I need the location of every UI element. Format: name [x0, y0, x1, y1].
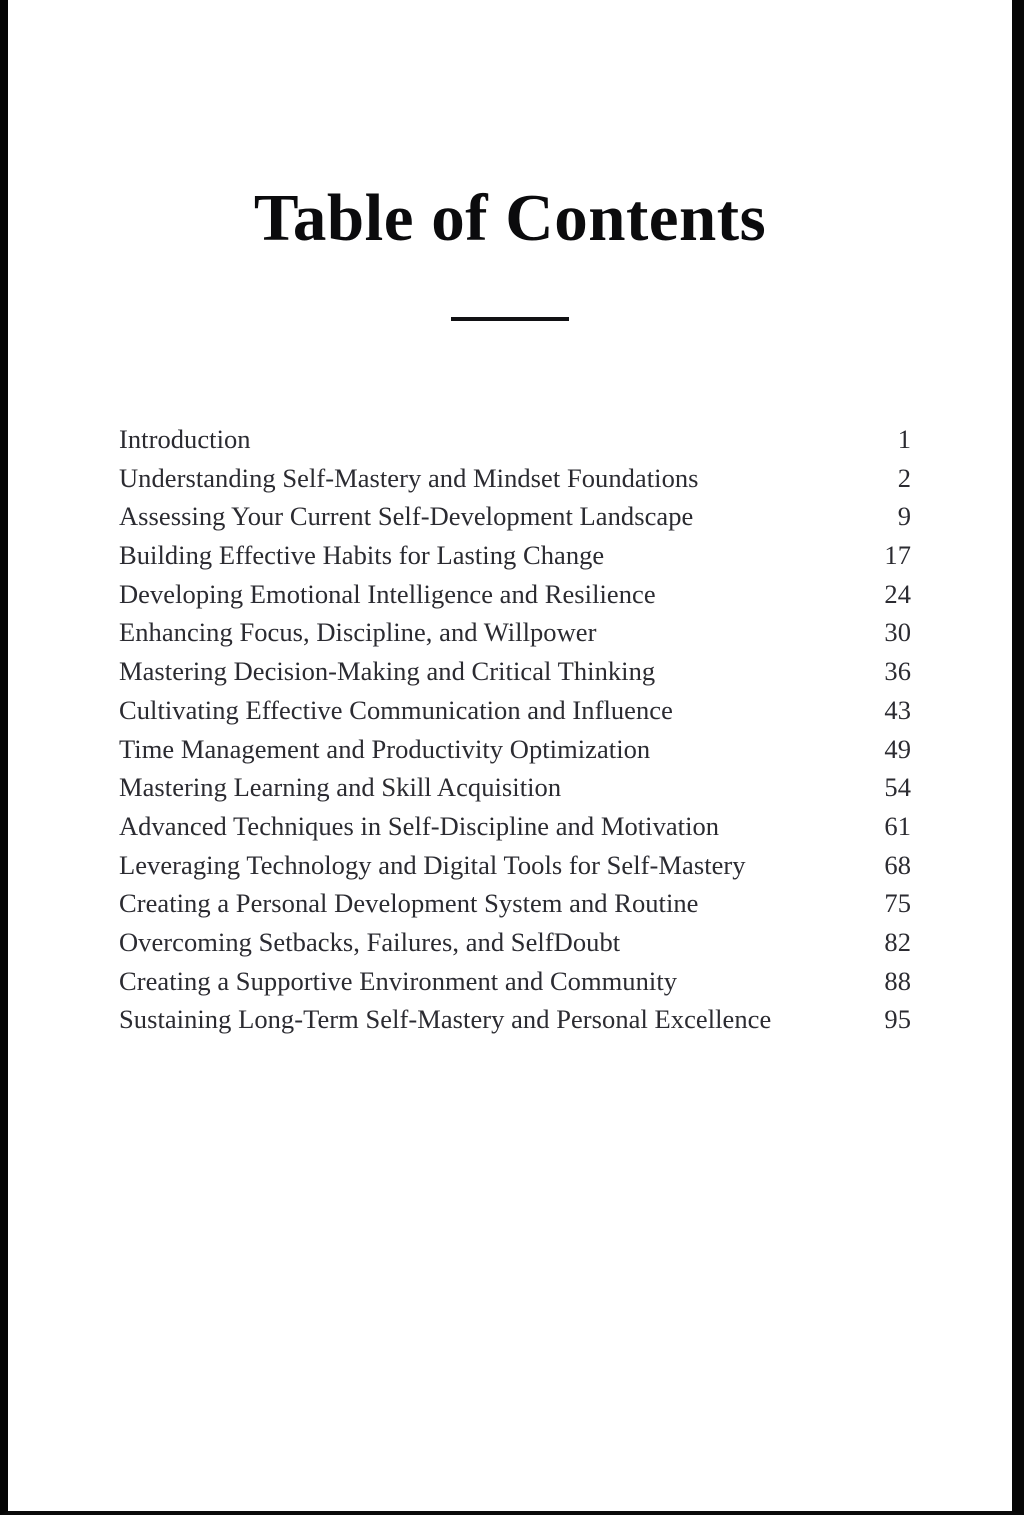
toc-entry[interactable] — [119, 772, 911, 811]
toc-entry[interactable] — [119, 850, 911, 889]
page-content-area — [8, 0, 1012, 1511]
toc-entry[interactable] — [119, 695, 911, 734]
toc-entry-page-number: 43 — [884, 694, 911, 725]
toc-entry[interactable] — [119, 966, 911, 1005]
toc-entry-page-number: 75 — [884, 888, 911, 919]
toc-entry-title: Understanding Self-Mastery and Mindset Foundations — [119, 462, 699, 493]
toc-entry-title: Advanced Techniques in Self-Discipline and Motivation — [119, 810, 720, 841]
toc-entry-title: Overcoming Setbacks, Failures, and SelfDoubt — [119, 926, 621, 957]
toc-entry-title: Developing Emotional Intelligence and Resilience — [119, 578, 656, 609]
toc-entry-page-number: 30 — [884, 617, 911, 648]
toc-entry-page-number: 61 — [884, 810, 911, 841]
toc-entry-page-number: 24 — [884, 578, 911, 609]
toc-entry-page-number: 82 — [884, 926, 911, 957]
toc-entry-title: Building Effective Habits for Lasting Change — [119, 540, 605, 571]
toc-entry-page-number: 36 — [884, 656, 911, 687]
toc-entry-title: Assessing Your Current Self-Development Landscape — [119, 501, 694, 532]
toc-entry-title: Time Management and Productivity Optimization — [119, 733, 651, 764]
toc-entry-title: Creating a Personal Development System and Routine — [119, 888, 699, 919]
table-of-contents-list — [119, 424, 911, 1043]
toc-entry-page-number: 49 — [884, 733, 911, 764]
toc-entry-title: Mastering Learning and Skill Acquisition — [119, 772, 562, 803]
toc-entry[interactable] — [119, 734, 911, 773]
toc-entry[interactable] — [119, 579, 911, 618]
toc-entry-title: Sustaining Long-Term Self-Mastery and Personal Excellence — [119, 1004, 772, 1035]
toc-entry-page-number: 95 — [884, 1004, 911, 1035]
toc-entry-page-number: 9 — [897, 501, 911, 532]
toc-entry[interactable] — [119, 1004, 911, 1043]
toc-entry-title: Cultivating Effective Communication and Influence — [119, 694, 673, 725]
toc-entry[interactable] — [119, 927, 911, 966]
toc-entry-title: Mastering Decision-Making and Critical Thinking — [119, 656, 656, 687]
horizontal-rule-icon — [451, 317, 569, 321]
toc-entry-title: Enhancing Focus, Discipline, and Willpower — [119, 617, 597, 648]
toc-entry-title: Creating a Supportive Environment and Community — [119, 965, 678, 996]
toc-entry[interactable] — [119, 617, 911, 656]
toc-entry-page-number: 1 — [897, 424, 911, 454]
toc-entry-page-number: 88 — [884, 965, 911, 996]
toc-entry[interactable] — [119, 463, 911, 502]
toc-entry-page-number: 2 — [897, 462, 911, 493]
toc-entry[interactable] — [119, 540, 911, 579]
toc-entry-title: Leveraging Technology and Digital Tools for Self-Mastery — [119, 849, 746, 880]
toc-entry[interactable] — [119, 811, 911, 850]
toc-entry-page-number: 17 — [884, 540, 911, 571]
toc-entry[interactable] — [119, 656, 911, 695]
title-divider — [8, 317, 1012, 321]
toc-entry[interactable] — [119, 888, 911, 927]
toc-entry[interactable] — [119, 501, 911, 540]
toc-entry-title: Introduction — [119, 424, 251, 454]
toc-entry[interactable] — [119, 424, 911, 463]
page-title: Table of Contents — [253, 180, 767, 255]
toc-entry-page-number: 54 — [884, 772, 911, 803]
toc-entry-page-number: 68 — [884, 849, 911, 880]
